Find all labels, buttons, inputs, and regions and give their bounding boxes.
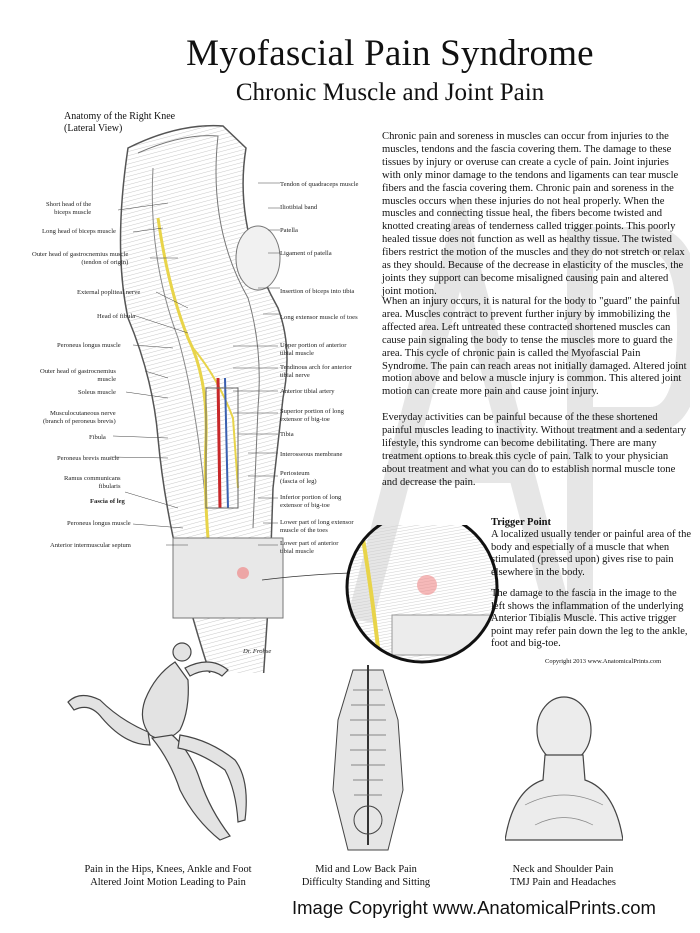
label-external-popliteal-nerve: External popliteal nerve	[77, 289, 141, 296]
label-peroneus-longus-1: Peroneus longus muscle	[57, 342, 121, 349]
label-tendon-quadraceps: Tendon of quadraceps muscle	[280, 181, 359, 188]
label-short-head-biceps: Short head of the biceps muscle	[46, 201, 92, 216]
trigger-point-definition: A localized usually tender or painful area of the body and especially of a muscle that when stimulated (pressed upon) gives rise to pain elsewhere in the body.	[491, 529, 692, 578]
label-ramus-communicans: Ramus communicans fibularis	[64, 475, 121, 490]
label-lower-long-extensor: Lower part of long extensor muscle of the toes	[280, 519, 354, 534]
label-anterior-intermuscular-septum: Anterior intermuscular septum	[50, 542, 131, 549]
page-subtitle: Chronic Muscle and Joint Pain	[235, 79, 545, 106]
label-upper-anterior-tibial: Upper portion of anterior tibial muscle	[280, 342, 347, 357]
trigger-point-heading: Trigger Point	[491, 517, 551, 528]
label-ligament-of-patella: Ligament of patella	[280, 250, 332, 257]
neck-shoulder-figure-illustration	[505, 690, 623, 850]
label-interosseous-membrane: Interosseous membrane	[280, 451, 343, 458]
label-head-of-fibula: Head of fibula	[97, 313, 136, 320]
label-soleus-muscle: Soleus muscle	[78, 389, 116, 396]
running-figure-illustration	[60, 640, 290, 855]
magnified-trigger-point	[262, 525, 502, 665]
copyright-small: Copyright 2013 www.AnatomicalPrints.com	[545, 658, 662, 665]
label-musculocutaneous-nerve: Musculocutaneous nerve (branch of peroneus brevis)	[43, 410, 116, 425]
illustrator-signature: Dr. Frohse	[243, 648, 272, 655]
treatment-paragraph: Everyday activities can be painful because of the these shortened painful muscles leading to inactivity. Without treatment and a sedentary lifestyle, this syndrome can become debilitating. There are many treatment options to break this cycle of pain. Talk to your physician about treatment and what you can do to establish normal muscle tone and decrease the pain.	[382, 412, 687, 488]
label-fascia-of-leg: Fascia of leg	[90, 498, 125, 505]
label-peroneus-longus-2: Peroneus longus muscle	[67, 520, 131, 527]
label-outer-head-gastrocnemius-muscle: Outer head of gastrocnemius muscle	[40, 368, 116, 383]
label-anterior-tibial-artery: Anterior tibial artery	[280, 388, 335, 395]
label-periosteum: Periosteum (fascia of leg)	[280, 470, 317, 485]
caption-hips-knees: Pain in the Hips, Knees, Ankle and Foot Altered Joint Motion Leading to Pain	[84, 864, 252, 888]
caption-neck-shoulder: Neck and Shoulder Pain TMJ Pain and Headaches	[510, 864, 616, 888]
label-long-head-biceps: Long head of biceps muscle	[42, 228, 116, 235]
trigger-point-description: The damage to the fascia in the image to the left shows the inflammation of the underlying Anterior Tibialis Muscle. This active trigger point may refer pain down the leg to the ankle, foot and big-toe.	[491, 588, 688, 649]
label-insertion-biceps: Insertion of biceps into tibia	[280, 288, 355, 295]
page-title: Myofascial Pain Syndrome	[186, 33, 594, 74]
label-fibula: Fibula	[89, 434, 106, 441]
label-outer-head-gastrocnemius-tendon: Outer head of gastrocnemius muscle (tendon of origin)	[32, 251, 129, 266]
guarding-paragraph: When an injury occurs, it is natural for the body to "guard" the painful area. Muscles contract to prevent further injury by immobilizing the affected area. Left untreated these contracted shortened muscles can cause pain signaling the body to tense the muscles more to guard the area. This cycle of chronic pain is called the Myofascial Pain Syndrome. The pain can reach areas not initially damaged. Altered joint motion above and below a muscle injury is common. This altered joint motion can create more pain and cause joint injury.	[382, 296, 687, 398]
footer-copyright: Image Copyright www.AnatomicalPrints.com	[292, 897, 656, 918]
label-inferior-long-extensor: Inferior portion of long extensor of big-toe	[280, 494, 342, 509]
knee-caption-title: Anatomy of the Right Knee	[64, 111, 176, 122]
label-peroneus-brevis: Peroneus brevis muscle	[57, 455, 120, 462]
back-figure-illustration	[318, 660, 418, 855]
label-long-extensor-toes: Long extensor muscle of toes	[280, 314, 358, 321]
label-tibia: Tibia	[280, 431, 294, 438]
label-superior-long-extensor: Superior portion of long extensor of big-toe	[280, 408, 344, 423]
intro-paragraph: Chronic pain and soreness in muscles can occur from injuries to the muscles, tendons and the fascia covering them. The damage to these tissues by injury or overuse can create a cycle of pain. Joint injuries with only minor damage to the tendons and ligaments can tear muscle fibers and the fascia covering them. Chronic pain and soreness in the muscles occurs when these injuries do not heal properly. When the muscles and connecting tissue heal, the fibers become twisted and knotted creating areas of tenderness called trigger points. This poorly healed tissue does not function as well as healthy tissue. The twisted fibers restrict the motion of the muscles and they do not stretch or relax as they should. Because of the decrease in elasticity of the muscles, the joints they support can become misaligned causing pain and altered joint motion.	[382, 131, 685, 297]
label-lower-anterior-tibial: Lower part of anterior tibial muscle	[280, 540, 339, 555]
label-patella: Patella	[280, 227, 298, 234]
label-iliotibial-band: Iliotibial band	[280, 204, 318, 211]
knee-caption-view: (Lateral View)	[64, 123, 123, 134]
label-tendinous-arch: Tendinous arch for anterior tibial nerve	[280, 364, 352, 379]
caption-back-pain: Mid and Low Back Pain Difficulty Standing and Sitting	[301, 864, 431, 888]
